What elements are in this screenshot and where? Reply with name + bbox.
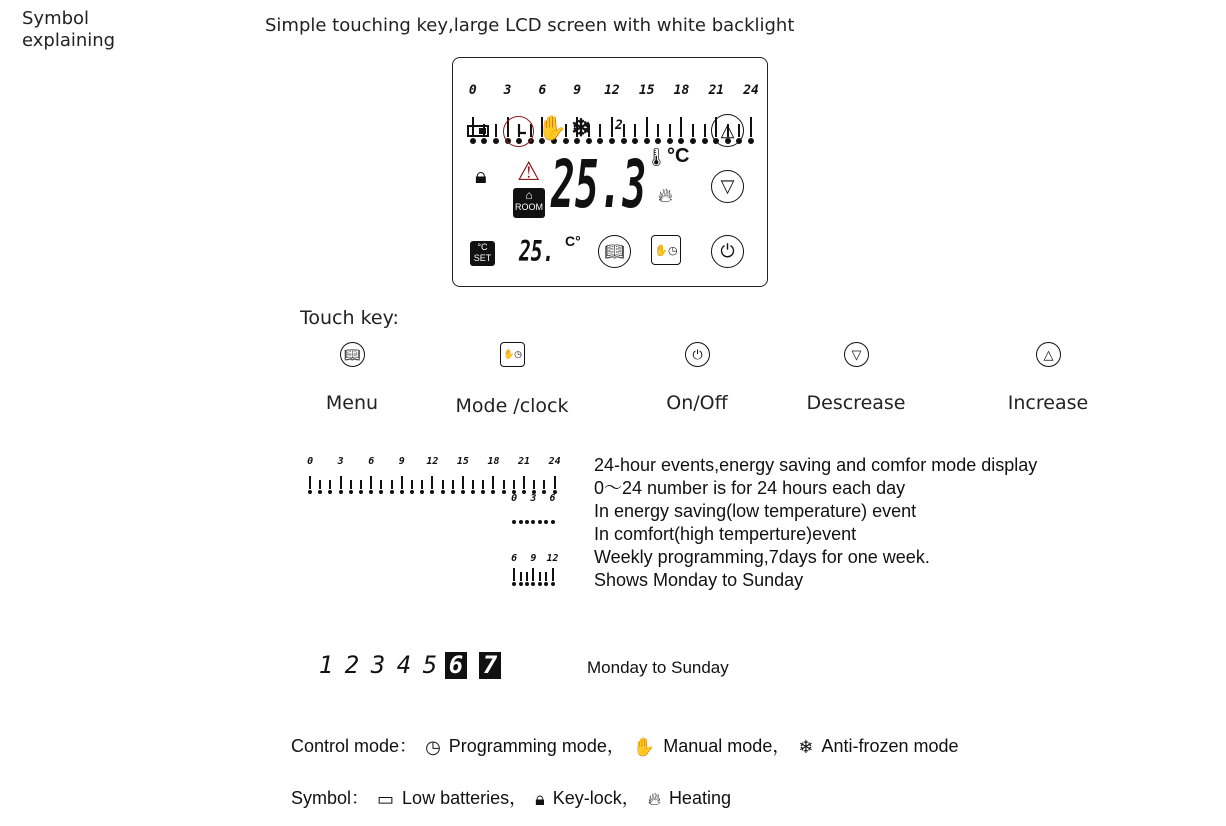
set-badge-unit: °C [477,242,488,252]
weekday-7: 7 [479,652,501,679]
hour-tick [745,84,757,144]
tick-bar [599,124,601,137]
tick-dot [655,138,661,144]
tick-bar [523,476,525,489]
lock-icon: 🔒︎ [535,788,545,809]
hour-tick [529,457,539,494]
touch-key-label: On/Off [666,392,728,414]
tick-dot [471,490,475,494]
room-badge: ⌂ ROOM [513,188,545,218]
hour-label: 0 [468,83,477,98]
tick-bar [532,568,534,581]
tick-bar [646,117,648,137]
lcd-screen [452,57,768,287]
hour-label: 6 [368,456,375,467]
tick-bar [543,480,545,489]
touch-key-label: Menu [325,392,379,414]
tick-dot [609,138,615,144]
tick-dot [531,582,535,586]
weekday-6: 6 [445,652,467,679]
tick-dot [538,520,542,524]
tick-dot [441,490,445,494]
tick-bar [442,480,444,489]
tick-bar [513,568,515,581]
tick-bar [401,476,403,489]
hour-tick [325,457,335,494]
hour-tick [550,457,560,494]
tick-dot [481,490,485,494]
hour-label: 9 [530,553,537,564]
increase-icon[interactable]: △ [1036,342,1061,367]
tick-bar [495,124,497,137]
tick-dot [538,582,542,586]
legend-comfort-bars [511,553,559,586]
menu-button[interactable]: 📖︎ [598,235,631,268]
tick-dot [690,138,696,144]
tick-bar [552,568,554,581]
hour-tick [458,457,468,494]
weekday-4: 4 [396,651,412,679]
menu-book-icon[interactable]: 📖︎ [340,342,365,367]
symbol-row [291,787,731,811]
tick-bar [360,480,362,489]
symbol-item-text: Key-lock， [552,788,640,808]
hour-tick [305,457,315,494]
hour-label: 18 [673,83,690,98]
tick-dot [328,490,332,494]
tick-dot [544,582,548,586]
tick-dot [644,138,650,144]
tick-bar [611,117,613,137]
tick-bar [431,476,433,489]
hour-label: 6 [549,493,556,504]
hour-tick [549,516,555,524]
tick-bar [350,480,352,489]
tick-dot [493,138,499,144]
hour-label: 12 [604,83,620,98]
set-label: SET [473,253,492,263]
tick-dot [451,490,455,494]
lock-icon: 🔒︎ [475,163,487,188]
hour-label: 21 [518,456,531,467]
hour-tick [427,457,437,494]
power-button[interactable]: ⏻ [711,235,744,268]
tick-dot [551,520,555,524]
tick-dot [525,582,529,586]
tick-bar [472,480,474,489]
mode-clock-button[interactable]: ✋◷ [651,235,681,265]
hour-tick [315,457,325,494]
day-digit: 2 [615,118,624,133]
hour-label: 12 [546,553,559,564]
hour-tick [468,457,478,494]
tick-dot [410,490,414,494]
tick-bar [482,480,484,489]
tick-bar [503,480,505,489]
set-badge [470,241,495,266]
temp-unit: °C [667,145,690,167]
tick-bar [750,117,752,137]
power-icon[interactable]: ⏻ [685,342,710,367]
tick-bar [520,572,522,581]
control_mode-item-text: Manual mode， [663,736,791,756]
hour-tick [490,84,502,144]
hand-icon: ✋ [632,736,656,757]
hour-label: 24 [548,456,561,467]
tick-dot [544,520,548,524]
tick-dot [308,490,312,494]
flame-icon: 🔥︎ [647,788,661,809]
tick-dot [379,490,383,494]
hour-label: 3 [503,83,512,98]
legend-energy-dots [511,516,556,524]
hour-tick [638,83,655,144]
tick-bar [462,476,464,489]
increase-button[interactable]: △ [711,114,744,147]
tick-dot [597,138,603,144]
battery-icon [467,125,489,137]
tick-dot [481,138,487,144]
hour-tick [618,84,630,144]
tick-bar [340,476,342,489]
hour-tick [549,494,555,508]
hour-tick [499,457,509,494]
tick-bar [634,124,636,137]
hour-tick [336,457,346,494]
tick-bar [657,124,659,137]
decrease-button[interactable]: ▽ [711,170,744,203]
hour-tick [653,84,665,144]
tick-bar [526,572,528,581]
legend-line: In energy saving(low temperature) event [594,501,917,521]
hour-label: 15 [638,83,655,98]
tick-bar [533,480,535,489]
tick-dot [349,490,353,494]
tick-bar [492,476,494,489]
tick-dot [369,490,373,494]
clock-icon: ◷ [425,736,441,757]
tick-bar [421,480,423,489]
hour-label: 21 [708,83,725,98]
legend-text [594,454,1037,592]
legend-line: In comfort(high temperture)event [594,524,857,544]
hour-tick [397,457,407,494]
tick-dot [519,520,523,524]
tick-dot [318,490,322,494]
hour-tick [376,457,386,494]
hour-label: 9 [398,456,405,467]
snowflake-icon: ❄ [571,115,592,142]
weekday-1: 1 [318,651,334,679]
tick-bar [669,124,671,137]
control-mode-row [291,735,959,759]
flame-icon: 🔥︎ [658,185,673,207]
warning-icon: ⚠ [517,156,541,186]
tick-dot [621,138,627,144]
touch-key-label: Mode /clock [455,395,569,417]
battery-icon: ▭ [377,788,395,809]
tick-dot [519,582,523,586]
room-temperature: 25.3 [551,146,647,223]
tick-dot [502,490,506,494]
decrease-icon[interactable]: ▽ [844,342,869,367]
room-label: ROOM [515,202,543,212]
set-temperature: 25. [519,235,555,268]
tick-bar [329,480,331,489]
tick-dot [512,582,516,586]
legend-hours-0-6 [511,494,556,508]
set-unit: C° [565,233,581,249]
tick-dot [512,520,516,524]
tick-bar [319,480,321,489]
tick-dot [420,490,424,494]
touch-key-label: Increase [1007,392,1089,414]
thermometer-icon: 🌡︎ [645,147,668,167]
legend-timeline [305,457,560,494]
tick-bar [680,117,682,137]
hour-tick [606,84,618,144]
tick-dot [461,490,465,494]
hour-label: 3 [530,493,537,504]
tick-dot [390,490,394,494]
tick-dot [430,490,434,494]
hour-tick [407,457,417,494]
symbol-item-text: Low batteries， [402,788,528,808]
touch-key-label: Descrease [806,392,906,414]
hour-label: 0 [307,456,314,467]
hour-label: 15 [456,456,469,467]
tick-bar [539,572,541,581]
hour-label: 3 [337,456,344,467]
hour-label: 24 [743,83,759,98]
tick-bar [452,480,454,489]
legend-line: Weekly programming,7days for one week. [594,547,930,567]
tick-bar [309,476,311,489]
hour-tick [673,83,690,144]
tick-dot [525,520,529,524]
tick-bar [380,480,382,489]
weekday-5: 5 [422,651,438,679]
hand-icon: ✋ [537,115,567,142]
tick-dot [632,138,638,144]
tick-dot [470,138,476,144]
hour-label: 6 [538,83,547,98]
hour-tick [366,457,376,494]
touch-key-title: Touch key: [300,307,399,329]
hour-tick [687,84,699,144]
hour-tick [437,457,447,494]
hour-label: 12 [426,456,439,467]
header-text: Simple touching key,large LCD screen with white backlight [265,15,795,36]
hour-label: 0 [511,493,518,504]
symbol-item-text: Heating [668,788,731,808]
legend-line: 24-hour events,energy saving and comfor mode display [594,455,1038,475]
tick-bar [554,476,556,489]
mode-clock-icon[interactable]: ✋◷ [500,342,525,367]
hour-tick [356,457,366,494]
tick-bar [513,480,515,489]
tick-bar [370,476,372,489]
tick-dot [359,490,363,494]
tick-dot [400,490,404,494]
tick-dot [748,138,754,144]
hour-label: 18 [487,456,500,467]
tick-bar [545,572,547,581]
hour-tick [519,457,529,494]
tick-bar [411,480,413,489]
clock-icon [503,116,534,147]
tick-bar [704,124,706,137]
weekday-3: 3 [370,651,386,679]
weekday-digits [315,652,505,679]
tick-bar [391,480,393,489]
legend-line: 0～24 number is for 24 hours each day [594,478,906,498]
hour-tick [488,457,498,494]
control_mode-label: Control mode： [291,736,418,756]
symbol-label: Symbol： [291,788,370,808]
tick-dot [702,138,708,144]
tick-dot [339,490,343,494]
hour-tick [387,457,397,494]
tick-dot [491,490,495,494]
tick-bar [692,124,694,137]
weekday-2: 2 [344,651,360,679]
control_mode-item-text: Anti-frozen mode [821,736,959,756]
legend-line: Shows Monday to Sunday [594,570,804,590]
days-label: Monday to Sunday [587,658,729,677]
hour-tick [346,457,356,494]
control_mode-item-text: Programming mode， [448,736,625,756]
side-title: Symbol explaining [22,8,116,51]
tick-dot [531,520,535,524]
hour-label: 9 [573,83,582,98]
snowflake-icon: ❄ [798,736,814,757]
hour-label: 6 [511,553,518,564]
hour-tick [546,553,559,586]
tick-dot [551,582,555,586]
